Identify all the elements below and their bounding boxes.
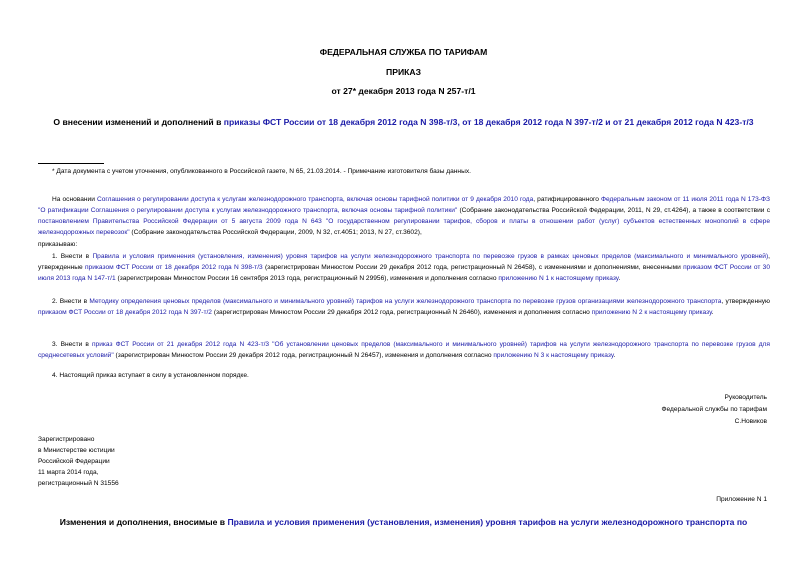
preamble-paragraph: [38, 194, 770, 238]
item-3-paragraph: [38, 339, 770, 361]
item-text: 1. Внести в: [52, 253, 93, 260]
methodology-link[interactable]: Методику определения ценовых пределов (максимального и минимального уровней) тарифов на услуги железнодорожного транспорта по перевозке грузов организациями железнодорожного транспорта: [89, 298, 722, 305]
signature-block: [560, 392, 767, 428]
item-2-paragraph: [38, 296, 770, 318]
footnote: * Дата документа с учетом уточнения, опубликованного в Российской газете, N 65, 21.03.2014. - Примечание изготовителя базы данных.: [52, 168, 471, 175]
registration-line: Зарегистрировано: [38, 436, 95, 443]
item-4-paragraph: 4. Настоящий приказ вступает в силу в установленном порядке.: [52, 372, 249, 379]
preamble-text: (Собрание законодательства Российской Федерации, 2009, N 32, ст.4051; 2013, N 27, ст.3602),: [129, 229, 422, 236]
preamble-text: , ратифицированного: [533, 196, 601, 203]
appendix-label: Приложение N 1: [716, 496, 767, 503]
appendix-3-link[interactable]: приложению N 3 к настоящему приказу: [493, 352, 614, 359]
item-text: .: [618, 275, 621, 282]
federal-law-link[interactable]: Федеральным законом от 11 июля 2011 года N 173-ФЗ "О ратификации Соглашения о регулировании доступа к услугам железнодорожного транспорта, включая основы тарифной политики": [38, 196, 770, 214]
document-title: [0, 117, 807, 127]
title-link[interactable]: приказы ФСТ России от 18 декабря 2012 года N 398-т/3, от 18 декабря 2012 года N 397-т/2 и от 21 декабря 2012 года N 423-т/3: [223, 117, 754, 127]
item-text: , утвержденную: [721, 298, 770, 305]
appendix-title-prefix: Изменения и дополнения, вносимые в: [59, 517, 228, 527]
government-resolution-link[interactable]: постановлением Правительства Российской Федерации от 5 августа 2009 года N 643 "О государственном регулировании тарифов, сборов и платы в отношении работ (услуг) субъектов естественных монополий в сфере железнодорожных перевозок": [38, 218, 770, 236]
appendix-title-link[interactable]: Правила и условия применения (установления, изменения) уровня тарифов на услуги железнодорожного транспорта по: [227, 517, 748, 527]
appendix-2-link[interactable]: приложению N 2 к настоящему приказу: [591, 309, 712, 316]
agency-name: ФЕДЕРАЛЬНАЯ СЛУЖБА ПО ТАРИФАМ: [319, 47, 488, 57]
item-text: 3. Внести в: [52, 341, 92, 348]
item-text: , утвержденные: [38, 253, 770, 271]
order-397-link[interactable]: приказом ФСТ России от 18 декабря 2012 года N 397-т/2: [38, 309, 212, 316]
registration-line: в Министерстве юстиции: [38, 447, 115, 454]
signature-agency: Федеральной службы по тарифам: [661, 406, 767, 413]
item-text: .: [711, 309, 714, 316]
document-type: ПРИКАЗ: [386, 67, 421, 77]
item-1-paragraph: [38, 251, 770, 284]
registration-line: регистрационный N 31556: [38, 480, 119, 487]
item-text: .: [613, 352, 616, 359]
appendix-title: [0, 517, 807, 527]
order-147-link[interactable]: приказом ФСТ России от 30 июля 2013 года N 147-т/1: [38, 264, 770, 282]
footnote-divider: [38, 163, 104, 164]
rules-link[interactable]: Правила и условия применения (установления, изменения) уровня тарифов на услуги железнодорожного транспорта по перевозке грузов в рамках ценовых пределов (максимального и минимального уровней): [92, 253, 769, 260]
item-text: (зарегистрирован Минюстом России 29 декабря 2012 года, регистрационный N 26458), с изменениями и дополнениями, внесенными: [262, 264, 684, 271]
registration-line: 11 марта 2014 года,: [38, 469, 99, 476]
document-date-number: от 27* декабря 2013 года N 257-т/1: [331, 86, 476, 96]
preamble-text: (Собрание законодательства Российской Федерации, 2011, N 29, ст.4264), а также в соответствии с: [457, 207, 770, 214]
order-423-link[interactable]: приказ ФСТ России от 21 декабря 2012 года N 423-т/3 "Об установлении ценовых пределов (максимального и минимального уровней) тарифов на услуги железнодорожного транспорта по перевозке грузов для среднесетевых условий": [38, 341, 770, 359]
item-text: (зарегистрирован Минюстом России 29 декабря 2012 года, регистрационный N 26460), изменения и дополнения согласно: [211, 309, 592, 316]
item-text: (зарегистрирован Минюстом России 16 сентября 2013 года, регистрационный N 29956), изменения и дополнения согласно: [115, 275, 499, 282]
item-text: (зарегистрирован Минюстом России 29 декабря 2012 года, регистрационный N 26457), изменения и дополнения согласно: [113, 352, 494, 359]
title-prefix: О внесении изменений и дополнений в: [53, 117, 224, 127]
agreement-link[interactable]: Соглашения о регулировании доступа к услугам железнодорожного транспорта, включая основы тарифной политики от 9 декабря 2010 года: [96, 196, 534, 203]
registration-block: [38, 434, 198, 489]
registration-line: Российской Федерации: [38, 458, 110, 465]
preamble-text: На основании: [52, 196, 97, 203]
order-398-link[interactable]: приказом ФСТ России от 18 декабря 2012 года N 398-т/3: [84, 264, 263, 271]
item-text: 2. Внести в: [52, 298, 90, 305]
signature-title: Руководитель: [724, 394, 767, 401]
appendix-1-link[interactable]: приложению N 1 к настоящему приказу: [498, 275, 619, 282]
signature-name: С.Новиков: [734, 418, 767, 425]
order-word: приказываю:: [38, 241, 78, 248]
